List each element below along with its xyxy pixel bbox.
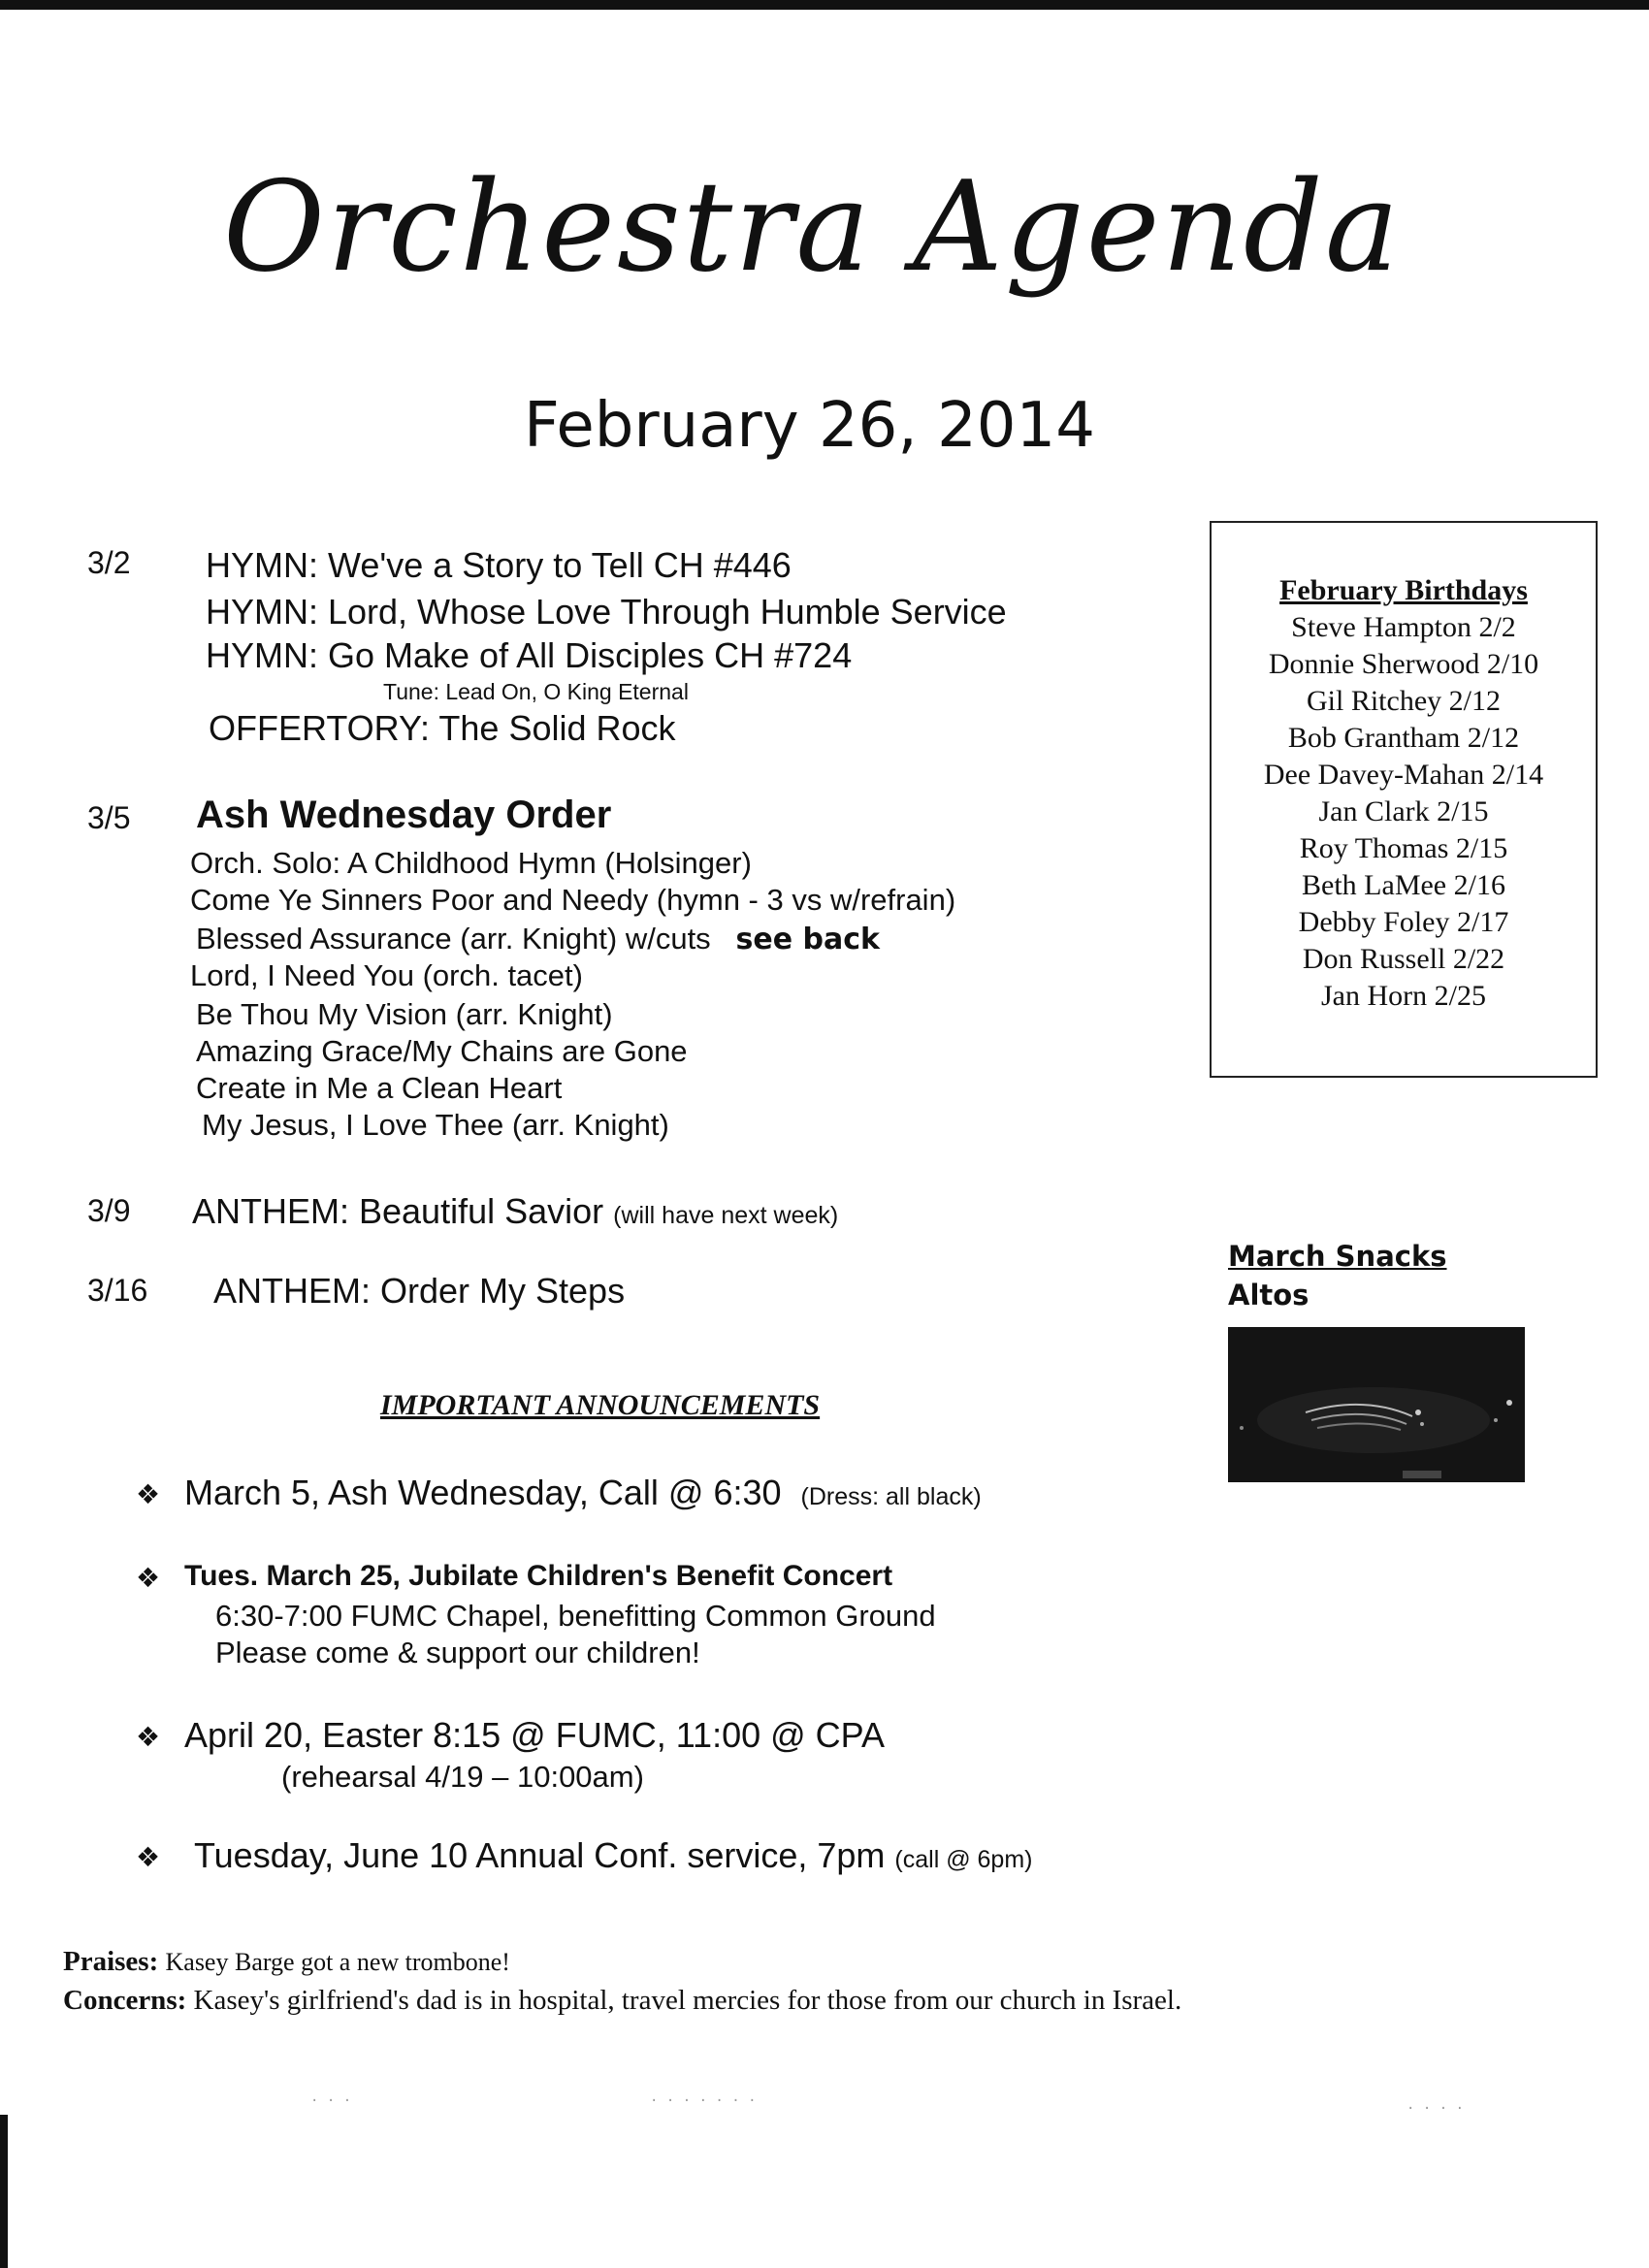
ash-wednesday-heading: Ash Wednesday Order <box>196 794 612 836</box>
announcement-3-main: April 20, Easter 8:15 @ FUMC, 11:00 @ CPA <box>184 1715 886 1755</box>
birthday-entry: Don Russell 2/22 <box>1302 943 1505 975</box>
birthday-entry: Donnie Sherwood 2/10 <box>1268 648 1539 680</box>
birthday-entry: Gil Ritchey 2/12 <box>1307 685 1501 717</box>
order-item-2: Come Ye Sinners Poor and Needy (hymn - 3 vs w/refrain) <box>190 883 956 917</box>
bullet-icon: ❖ <box>136 1478 161 1510</box>
announcement-1-note: (Dress: all black) <box>800 1483 982 1510</box>
service-date-3-9: 3/9 <box>87 1193 131 1228</box>
order-item-3 <box>196 922 880 956</box>
scan-speckle: · · · <box>310 2093 352 2109</box>
snack-photo-graphic <box>1228 1327 1525 1482</box>
anthem-3-9-text: ANTHEM: Beautiful Savior <box>192 1191 604 1231</box>
scan-edge-top <box>0 0 1649 10</box>
order-item-3-text: Blessed Assurance (arr. Knight) w/cuts <box>196 922 711 956</box>
order-item-8: My Jesus, I Love Thee (arr. Knight) <box>202 1108 669 1142</box>
hymn-line-3: HYMN: Go Make of All Disciples CH #724 <box>206 635 853 675</box>
order-item-5: Be Thou My Vision (arr. Knight) <box>196 997 613 1031</box>
praises-text: Kasey Barge got a new trombone! <box>165 1948 510 1976</box>
anthem-3-16: ANTHEM: Order My Steps <box>213 1271 626 1311</box>
snacks-group: Altos <box>1228 1279 1310 1312</box>
announcement-1 <box>184 1473 982 1513</box>
hymn-line-2: HYMN: Lord, Whose Love Through Humble Service <box>206 592 1007 632</box>
service-date-3-16: 3/16 <box>87 1273 148 1308</box>
offertory-line: OFFERTORY: The Solid Rock <box>209 708 676 748</box>
announcement-2-line2: 6:30-7:00 FUMC Chapel, benefitting Common Ground <box>215 1599 936 1633</box>
hymn-line-1: HYMN: We've a Story to Tell CH #446 <box>206 545 792 585</box>
birthday-entry: Roy Thomas 2/15 <box>1299 832 1508 864</box>
snacks-title: March Snacks <box>1228 1240 1447 1273</box>
birthdays-title: February Birthdays <box>1279 574 1528 606</box>
scan-speckle: · · · · · · · <box>650 2093 757 2109</box>
anthem-3-9-note: (will have next week) <box>613 1202 839 1229</box>
scan-edge-left <box>0 2115 8 2268</box>
order-item-1: Orch. Solo: A Childhood Hymn (Holsinger) <box>190 846 752 880</box>
agenda-date: February 26, 2014 <box>524 390 1095 462</box>
concerns-line <box>63 1985 1181 2017</box>
concerns-text: Kasey's girlfriend's dad is in hospital, travel mercies for those from our church in Israel. <box>193 1985 1182 2016</box>
birthday-entry: Steve Hampton 2/2 <box>1291 611 1516 643</box>
birthday-entry: Jan Clark 2/15 <box>1318 795 1489 827</box>
announcement-4-note: (call @ 6pm) <box>894 1846 1033 1873</box>
announcement-1-main: March 5, Ash Wednesday, Call @ 6:30 <box>184 1473 782 1512</box>
see-back-note: see back <box>735 923 880 956</box>
snack-photo <box>1228 1327 1525 1482</box>
praises-label: Praises: <box>63 1946 159 1977</box>
scan-speckle: · · · · <box>1406 2101 1465 2117</box>
tune-note: Tune: Lead On, O King Eternal <box>383 679 689 704</box>
birthday-entry: Dee Davey-Mahan 2/14 <box>1263 759 1544 791</box>
anthem-3-9 <box>192 1191 838 1232</box>
announcement-4 <box>194 1835 1033 1876</box>
order-item-6: Amazing Grace/My Chains are Gone <box>196 1034 688 1068</box>
announcement-3-line2: (rehearsal 4/19 – 10:00am) <box>281 1760 644 1794</box>
birthday-entry: Jan Horn 2/25 <box>1321 980 1486 1012</box>
concerns-label: Concerns: <box>63 1985 187 2016</box>
praises-line <box>63 1946 510 1978</box>
announcement-2-main: Tues. March 25, Jubilate Children's Benefit Concert <box>184 1560 893 1592</box>
announcement-4-main: Tuesday, June 10 Annual Conf. service, 7pm <box>194 1835 886 1875</box>
service-date-3-2: 3/2 <box>87 545 131 580</box>
announcement-2-line3: Please come & support our children! <box>215 1636 700 1669</box>
service-date-3-5: 3/5 <box>87 800 131 835</box>
bullet-icon: ❖ <box>136 1562 161 1594</box>
announcements-title: IMPORTANT ANNOUNCEMENTS <box>380 1389 821 1421</box>
bullet-icon: ❖ <box>136 1841 161 1873</box>
order-item-4: Lord, I Need You (orch. tacet) <box>190 958 583 992</box>
birthday-entry: Debby Foley 2/17 <box>1298 906 1509 938</box>
birthday-entry: Bob Grantham 2/12 <box>1287 722 1520 754</box>
birthday-entry: Beth LaMee 2/16 <box>1302 869 1505 901</box>
bullet-icon: ❖ <box>136 1721 161 1753</box>
page-title: Orchestra Agenda <box>223 155 1402 300</box>
order-item-7: Create in Me a Clean Heart <box>196 1071 563 1105</box>
